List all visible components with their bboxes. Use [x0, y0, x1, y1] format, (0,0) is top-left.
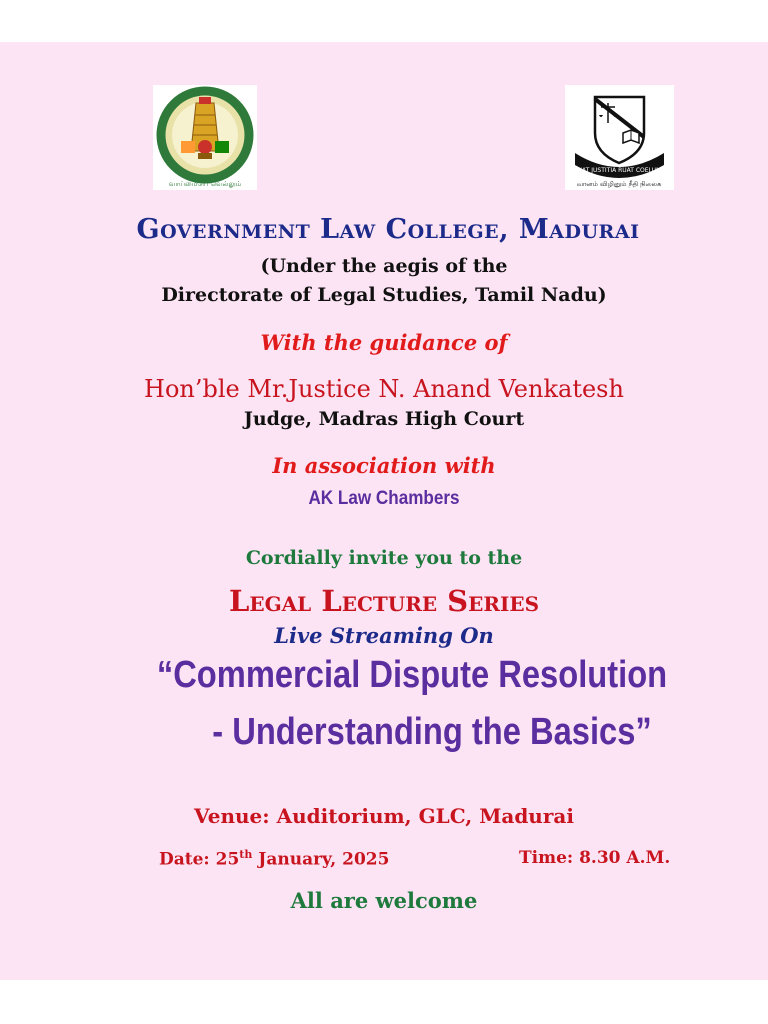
- association-intro: In association with: [272, 453, 496, 478]
- date-prefix: Date: 25: [159, 849, 240, 870]
- college-crest-logo: [565, 85, 674, 190]
- crest-motto-text: FIAT JUSTITIA RUAT COELUM: [576, 167, 662, 174]
- guidance-intro: With the guidance of: [260, 330, 508, 355]
- welcome-text: All are welcome: [290, 888, 478, 913]
- college-name-heading: Government Law College, Madurai: [136, 214, 640, 245]
- invite-text: Cordially invite you to the: [245, 547, 523, 569]
- topic-title-line-1: “Commercial Dispute Resolution: [156, 654, 668, 696]
- date-suffix: January, 2025: [252, 849, 390, 870]
- aegis-line-1: (Under the aegis of the: [260, 255, 508, 277]
- venue-text: Venue: Auditorium, GLC, Madurai: [194, 804, 574, 828]
- topic-title-line-2: - Understanding the Basics”: [212, 711, 652, 753]
- invitation-card: [0, 42, 768, 980]
- emblem-motto-text: வாய்மையே வெல்லும்: [168, 180, 242, 188]
- justice-name: Hon’ble Mr.Justice N. Anand Venkatesh: [144, 375, 624, 403]
- date-ordinal: th: [239, 848, 253, 861]
- crest-tamil-text: வானம் விழினும் நீதி நிலைக: [576, 180, 662, 188]
- aegis-line-2: Directorate of Legal Studies, Tamil Nadu): [161, 284, 607, 306]
- association-partner: AK Law Chambers: [308, 488, 460, 509]
- event-time: Time: 8.30 A.M.: [519, 848, 671, 868]
- judge-title: Judge, Madras High Court: [243, 408, 525, 430]
- lecture-series-title: Legal Lecture Series: [228, 584, 540, 618]
- event-date: [159, 848, 389, 870]
- tamil-nadu-emblem-logo: [153, 85, 257, 190]
- live-streaming-label: Live Streaming On: [274, 623, 494, 648]
